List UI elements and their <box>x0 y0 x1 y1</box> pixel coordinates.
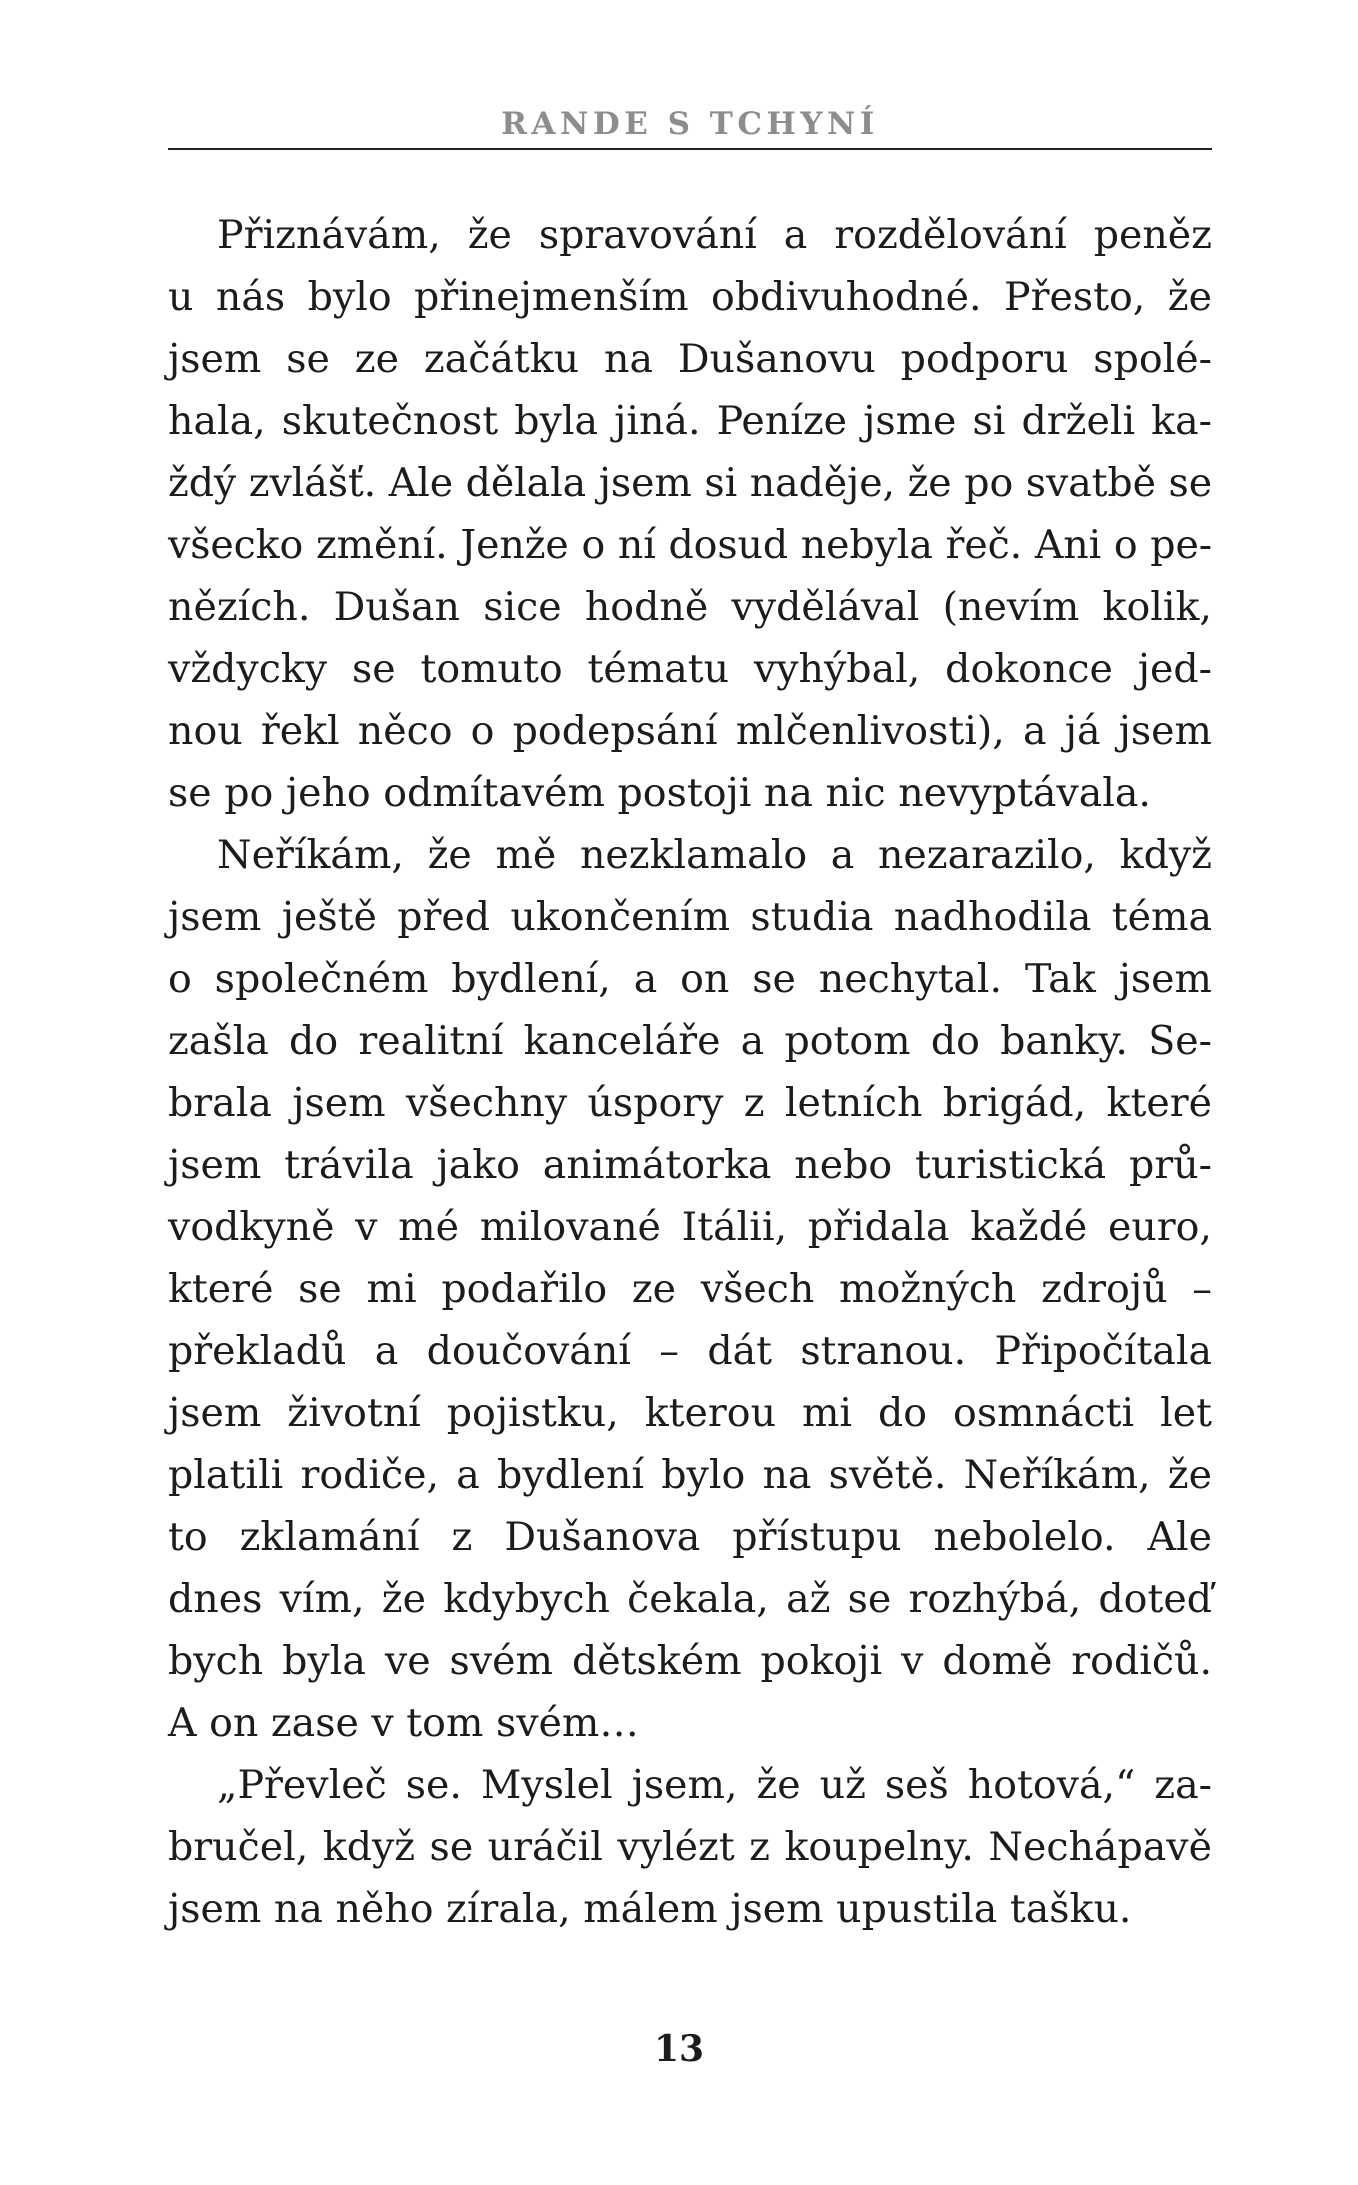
text-line: Přiznávám, že spravování a rozdělování peněz <box>217 212 1212 258</box>
text-line: ždý zvlášť. Ale dělala jsem si naděje, že po svatbě se <box>168 460 1212 506</box>
text-line: jsem se ze začátku na Dušanovu podporu spolé- <box>168 336 1212 382</box>
text-line: nězích. Dušan sice hodně vydělával (nevím kolik, <box>168 584 1212 630</box>
text-line: A on zase v tom svém… <box>168 1700 639 1746</box>
running-header: RANDE S TCHYNÍ <box>501 106 879 142</box>
text-line: nou řekl něco o podepsání mlčenlivosti), a já jsem <box>168 708 1212 754</box>
text-line: bych byla ve svém dětském pokoji v domě rodičů. <box>168 1638 1212 1684</box>
text-line: vodkyně v mé milované Itálii, přidala každé euro, <box>168 1204 1212 1250</box>
text-line: jsem životní pojistku, kterou mi do osmnácti let <box>168 1390 1212 1436</box>
text-line: Neříkám, že mě nezklamalo a nezarazilo, když <box>217 832 1212 878</box>
text-line: o společném bydlení, a on se nechytal. Tak jsem <box>168 956 1212 1002</box>
text-line: jsem ještě před ukončením studia nadhodila téma <box>168 894 1212 940</box>
text-line: které se mi podařilo ze všech možných zdrojů – <box>168 1266 1212 1312</box>
text-line: u nás bylo přinejmenším obdivuhodné. Přesto, že <box>168 274 1212 320</box>
text-line: bručel, když se uráčil vylézt z koupelny. Nechápavě <box>168 1824 1212 1870</box>
text-line: hala, skutečnost byla jiná. Peníze jsme si drželi ka- <box>168 398 1212 444</box>
text-line: platili rodiče, a bydlení bylo na světě. Neříkám, že <box>168 1452 1212 1498</box>
text-line: vždycky se tomuto tématu vyhýbal, dokonce jed- <box>168 646 1212 692</box>
text-line: jsem na něho zírala, málem jsem upustila tašku. <box>168 1886 1132 1932</box>
text-line: brala jsem všechny úspory z letních brigád, které <box>168 1080 1212 1126</box>
text-line: zašla do realitní kanceláře a potom do banky. Se- <box>168 1018 1212 1064</box>
page-number: 13 <box>653 2028 705 2070</box>
text-line: jsem trávila jako animátorka nebo turistická prů- <box>168 1142 1212 1188</box>
text-line: se po jeho odmítavém postoji na nic nevyptávala. <box>168 770 1151 816</box>
text-line: „Převleč se. Myslel jsem, že už seš hotová,“ za- <box>217 1762 1212 1808</box>
text-line: dnes vím, že kdybych čekala, až se rozhýbá, doteď <box>168 1576 1212 1622</box>
body-text <box>168 204 1212 1940</box>
text-line: to zklamání z Dušanova přístupu nebolelo. Ale <box>168 1514 1212 1560</box>
text-line: překladů a doučování – dát stranou. Připočítala <box>168 1328 1212 1374</box>
header-rule <box>168 148 1212 150</box>
text-line: všecko změní. Jenže o ní dosud nebyla řeč. Ani o pe- <box>168 522 1212 568</box>
